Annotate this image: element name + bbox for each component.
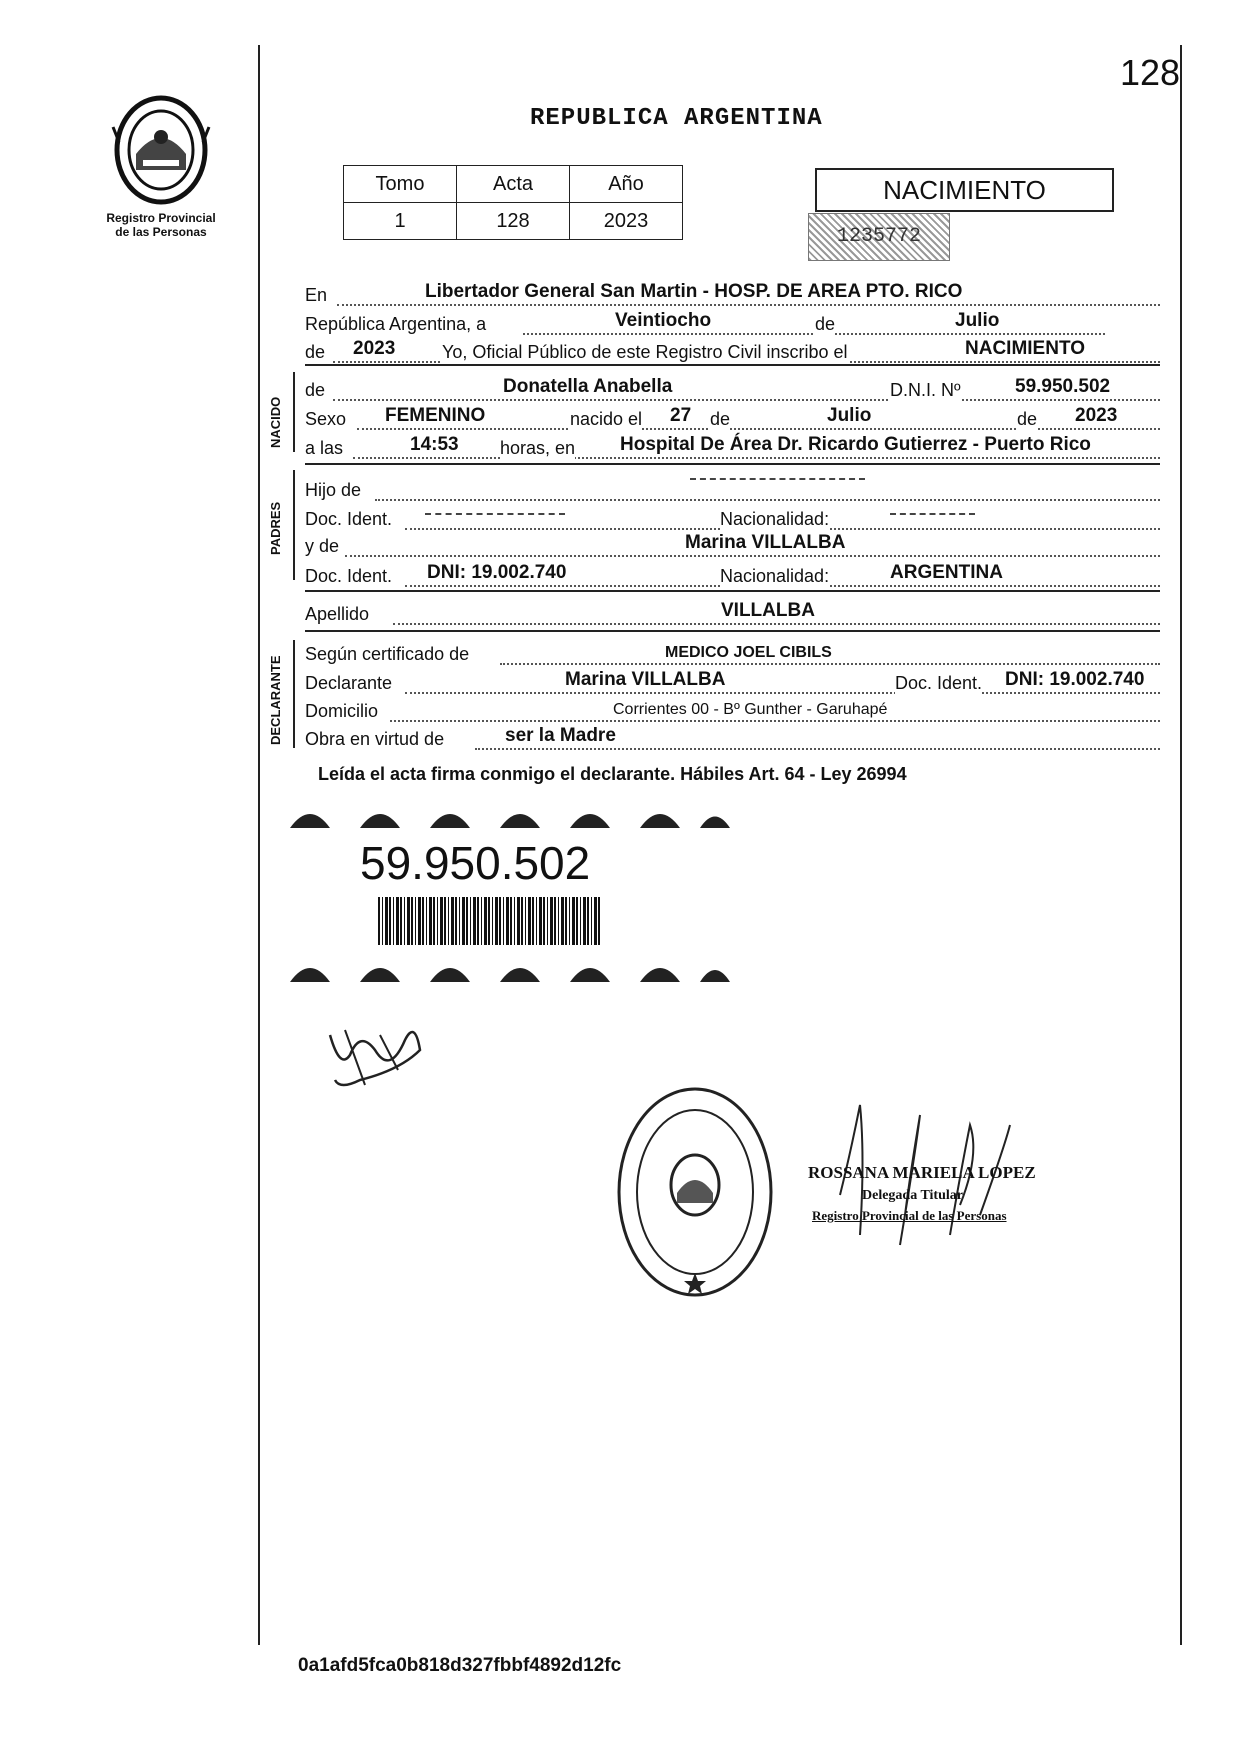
provincial-shield-icon [111, 92, 211, 207]
serial-stamp [808, 213, 950, 261]
registry-logo [96, 92, 226, 239]
official-org: Registro Provincial de las Personas [812, 1208, 1007, 1223]
obra-label: Obra en virtud de [305, 729, 445, 749]
mother-nac-label: Nacionalidad: [720, 566, 830, 586]
horas-label: horas, en [500, 438, 576, 458]
hijo-label: Hijo de [305, 480, 362, 500]
decl-doc-label: Doc. Ident. [895, 673, 983, 693]
left-margin-line [258, 45, 260, 1645]
official-seal [615, 1085, 775, 1300]
row-doc-father [305, 505, 1160, 533]
apellido-value: VILLALBA [721, 600, 815, 621]
mother-name: Marina VILLALBA [685, 532, 846, 553]
value-tomo: 1 [344, 203, 457, 240]
father-nac-label: Nacionalidad: [720, 509, 830, 529]
value-acta: 128 [457, 203, 570, 240]
dom-label: Domicilio [305, 701, 379, 721]
header-acta: Acta [457, 166, 570, 203]
page-number: 128 [1120, 52, 1181, 93]
child-dni: 59.950.502 [1015, 376, 1111, 397]
en-label: En [305, 285, 328, 305]
logo-caption-line2: de las Personas [115, 225, 207, 239]
sexo-value: FEMENINO [385, 405, 486, 426]
page-title: REPUBLICA ARGENTINA [530, 105, 823, 132]
nacido-side-label: NACIDO [268, 396, 283, 448]
official-role: Delegada Titular [862, 1188, 963, 1203]
child-name: Donatella Anabella [503, 376, 673, 397]
header-anio: Año [570, 166, 683, 203]
nacido-de2-label: de [710, 409, 731, 429]
mother-nationality: ARGENTINA [890, 562, 1003, 583]
de2-label: de [305, 342, 326, 362]
mother-doc: DNI: 19.002.740 [427, 562, 567, 583]
row-obra [305, 725, 1160, 753]
row-en [305, 281, 1160, 309]
document-hash: 0a1afd5fca0b818d327fbbf4892d12fc [298, 1655, 622, 1676]
father-doc-label: Doc. Ident. [305, 509, 393, 529]
obra-value: ser la Madre [505, 725, 616, 746]
dom-value: Corrientes 00 - Bº Gunther - Garuhapé [613, 701, 888, 718]
year: 2023 [353, 338, 396, 359]
decl-value: Marina VILLALBA [565, 669, 726, 690]
month-text: Julio [955, 310, 1000, 331]
row-hijo [305, 476, 1160, 504]
row-apellido [305, 600, 1160, 628]
header-tomo: Tomo [344, 166, 457, 203]
security-band-bottom [290, 952, 730, 984]
birth-day: 27 [670, 405, 692, 426]
alas-label: a las [305, 438, 344, 458]
row-nacido-name [305, 376, 1160, 404]
birth-place: Hospital De Área Dr. Ricardo Gutierrez - Puerto Rico [620, 434, 1091, 455]
birth-month: Julio [827, 405, 872, 426]
row-sexo [305, 405, 1160, 433]
closing-statement: Leída el acta firma conmigo el declarante. Hábiles Art. 64 - Ley 26994 [318, 764, 907, 784]
logo-caption-line1: Registro Provincial [106, 211, 216, 225]
republica-label: República Argentina, a [305, 314, 487, 334]
row-yde [305, 532, 1160, 560]
serial-number: 1235772 [836, 225, 921, 248]
mother-doc-label: Doc. Ident. [305, 566, 393, 586]
value-anio: 2023 [570, 203, 683, 240]
en-value: Libertador General San Martin - HOSP. DE AREA PTO. RICO [425, 281, 963, 302]
official-name: ROSSANA MARIELA LOPEZ [808, 1163, 1036, 1182]
inscribo-value: NACIMIENTO [965, 338, 1085, 359]
security-band-top [290, 800, 730, 832]
barcode [378, 897, 600, 945]
row-certificado [305, 640, 1160, 668]
right-margin-line [1180, 45, 1182, 1645]
nacido-el-label: nacido el [570, 409, 643, 429]
birth-time: 14:53 [410, 434, 459, 455]
row-horas [305, 434, 1160, 462]
row-doc-mother [305, 562, 1160, 590]
cert-value: MEDICO JOEL CIBILS [665, 644, 832, 661]
cert-label: Según certificado de [305, 644, 470, 664]
de-label: de [815, 314, 836, 334]
dni-label: D.N.I. Nº [890, 380, 961, 400]
day-text: Veintiocho [615, 310, 712, 331]
inscribo-label: Yo, Oficial Público de este Registro Civil inscribo el [442, 342, 848, 362]
dni-stamp-number: 59.950.502 [360, 837, 591, 889]
apellido-label: Apellido [305, 604, 370, 624]
yde-label: y de [305, 536, 340, 556]
row-inscribo [305, 338, 1160, 366]
row-republica [305, 310, 1160, 338]
sexo-label: Sexo [305, 409, 347, 429]
row-declarante [305, 669, 1160, 697]
declarant-signature [320, 1010, 430, 1100]
nacido-de3-label: de [1017, 409, 1038, 429]
decl-label: Declarante [305, 673, 393, 693]
padres-side-label: PADRES [268, 501, 283, 555]
birth-year: 2023 [1075, 405, 1118, 426]
act-type-box: NACIMIENTO [815, 168, 1114, 212]
registry-table [343, 165, 683, 240]
row-domicilio [305, 697, 1160, 725]
declarante-side-label: DECLARANTE [268, 655, 283, 745]
logo-caption [96, 211, 226, 239]
decl-doc: DNI: 19.002.740 [1005, 669, 1145, 690]
nacido-de-label: de [305, 380, 326, 400]
